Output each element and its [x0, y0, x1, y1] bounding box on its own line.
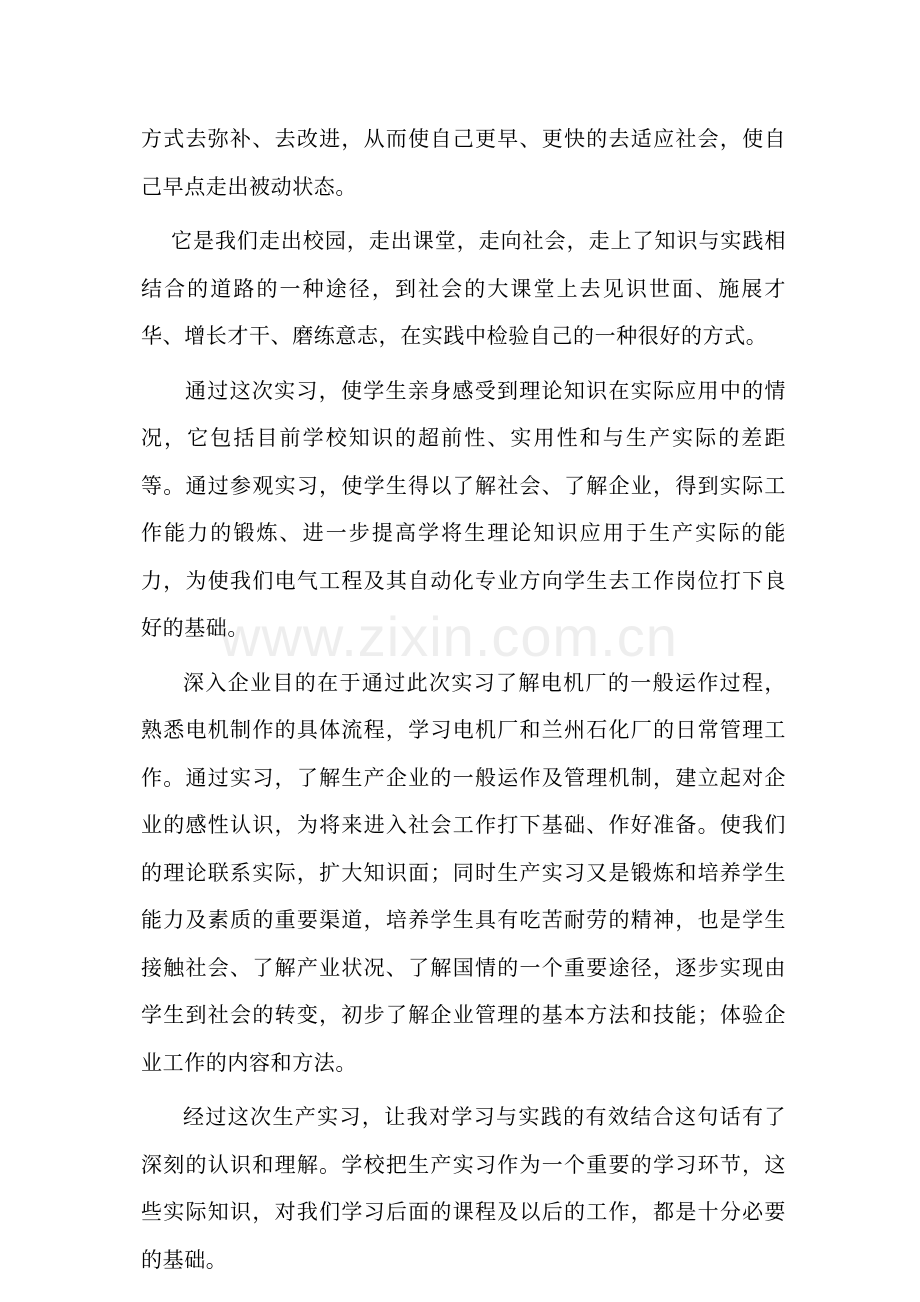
- paragraph-2: 它是我们走出校园，走出课堂，走向社会，走上了知识与实践相结合的道路的一种途径，到社会的大课堂上去见识世面、施展才华、增长才干、磨练意志，在实践中检验自己的一种很好的方式。: [141, 229, 786, 348]
- watermark-text: www.zixin.com.cn: [220, 605, 678, 668]
- paragraph-1: 方式去弥补、去改进，从而使自己更早、更快的去适应社会，使自己早点走出被动状态。: [141, 127, 786, 199]
- document-body: [141, 116, 786, 1284]
- paragraph-5: 经过这次生产实习，让我对学习与实践的有效结合这句话有了深刻的认识和理解。学校把生产实习作为一个重要的学习环节，这些实际知识，对我们学习后面的课程及以后的工作，都是十分必要的基础。: [141, 1105, 786, 1272]
- paragraph-3: 通过这次实习，使学生亲身感受到理论知识在实际应用中的情况，它包括目前学校知识的超前性、实用性和与生产实际的差距等。通过参观实习，使学生得以了解社会、了解企业，得到实际工作能力的锻炼、进一步提高学将生理论知识应用于生产实际的能力，为使我们电气工程及其自动化专业方向学生去工作岗位打下良好的基础。: [141, 378, 786, 640]
- paragraph-4: 深入企业目的在于通过此次实习了解电机厂的一般运作过程，熟悉电机制作的具体流程，学习电机厂和兰州石化厂的日常管理工作。通过实习，了解生产企业的一般运作及管理机制，建立起对企业的感性认识，为将来进入社会工作打下基础、作好准备。使我们的理论联系实际，扩大知识面；同时生产实习又是锻炼和培养学生能力及素质的重要渠道，培养学生具有吃苦耐劳的精神，也是学生接触社会、了解产业状况、了解国情的一个重要途径，逐步实现由学生到社会的转变，初步了解企业管理的基本方法和技能；体验企业工作的内容和方法。: [141, 670, 786, 1075]
